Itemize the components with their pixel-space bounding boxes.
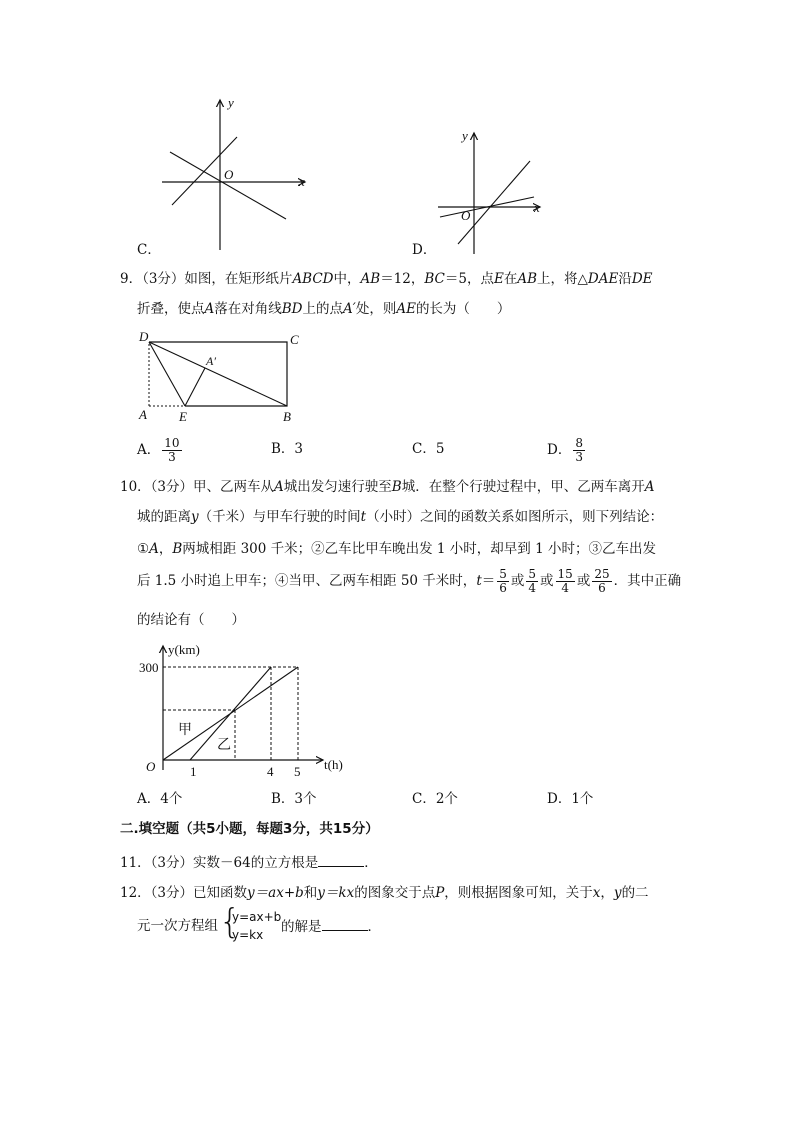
section-2-heading: 二.填空题（共5小题，每题3分，共15分） [120, 821, 379, 837]
q9-option-d: D． $\frac{8}{3}$ [547, 436, 583, 464]
label-b: B [283, 409, 291, 424]
x-tick-5: 5 [294, 764, 301, 779]
q9-option-c: C．5 [412, 441, 445, 457]
equation-system [232, 910, 281, 943]
x-axis-label: x [534, 200, 540, 215]
graph-option-c [160, 95, 320, 255]
q9-line-1: 9．（3分）如图，在矩形纸片ABCD中，AB＝12，BC＝5，点E在AB上，将△DAE沿DE [120, 271, 653, 287]
x-tick-1: 1 [190, 764, 197, 779]
y-axis-label: y(km) [168, 642, 200, 657]
label-a-prime: A′ [206, 354, 216, 368]
q10-line-2: 城的距离y（千米）与甲车行驶的时间t（小时）之间的函数关系如图所示，则下列结论： [137, 509, 664, 525]
origin-label: O [224, 167, 234, 182]
q9-option-a: A． $\frac{10}{3}$ [137, 436, 180, 464]
q10-line-4: 后 1.5 小时追上甲车；④当甲、乙两车相距 50 千米时，t＝ $\frac{5}{6}$ 或 $\frac{5}{4}$ 或 $\frac{15}{4}$ 或 $\frac{25}{6}$ ．其中正确 [137, 567, 682, 595]
q9-line-2: 折叠，使点A落在对角线BD上的点A′处，则AE的长为（ ） [137, 301, 511, 317]
q11-line: 11．（3分）实数－64的立方根是 ． [120, 852, 378, 873]
label-d: D [139, 329, 149, 344]
x-axis-label: x [299, 174, 305, 189]
graph-option-d [438, 128, 598, 258]
q9-option-b: B．3 [271, 441, 304, 457]
q10-option-c: C．2个 [412, 791, 458, 807]
q11-answer-blank[interactable] [318, 852, 364, 867]
label-c: C [290, 332, 299, 347]
y-tick-300: 300 [139, 660, 159, 675]
equation-system-brace: { [219, 902, 241, 942]
decreasing-line [170, 152, 286, 219]
x-tick-4: 4 [267, 764, 274, 779]
fold-de [149, 342, 185, 406]
q12-line-2-tail: 的解是 ． [281, 916, 381, 937]
steep-line [458, 161, 530, 244]
option-d-label: D． [412, 242, 437, 258]
equation-2: y=kx [232, 928, 264, 942]
fold-ea-prime [185, 368, 205, 406]
q10-option-a: A．4个 [137, 791, 183, 807]
q12-line-2: 元一次方程组 [137, 918, 218, 934]
option-c-label: C． [137, 242, 161, 258]
q12-answer-blank[interactable] [322, 916, 368, 931]
q10-option-b: B．3个 [271, 791, 317, 807]
label-yi: 乙 [217, 738, 231, 753]
label-e: E [179, 409, 187, 424]
q10-option-d: D．1个 [547, 791, 594, 807]
origin-label: O [146, 759, 156, 774]
q12-line-1: 12．（3分）已知函数y＝ax+b和y＝kx的图象交于点P，则根据图象可知，关于x，y的二 [120, 885, 649, 901]
q9-rectangle-figure [133, 328, 313, 423]
q10-line-5: 的结论有（ ） [137, 612, 245, 628]
q10-line-3: ①A，B两城相距 300 千米；②乙车比甲车晚出发 1 小时，却早到 1 小时；③乙车出发 [137, 541, 656, 557]
q10-line-1: 10．（3分）甲、乙两车从A城出发匀速行驶至B城．在整个行驶过程中，甲、乙两车离开A [120, 479, 655, 495]
origin-label: O [461, 208, 471, 223]
y-axis-label: y [228, 95, 234, 110]
equation-1: y=ax+b [232, 910, 282, 924]
label-jia: 甲 [178, 723, 192, 738]
label-a: A [139, 407, 147, 422]
q10-distance-time-graph [138, 640, 358, 780]
y-axis-label: y [462, 128, 468, 143]
diagonal-bd [149, 342, 287, 406]
x-axis-label: t(h) [324, 757, 343, 772]
